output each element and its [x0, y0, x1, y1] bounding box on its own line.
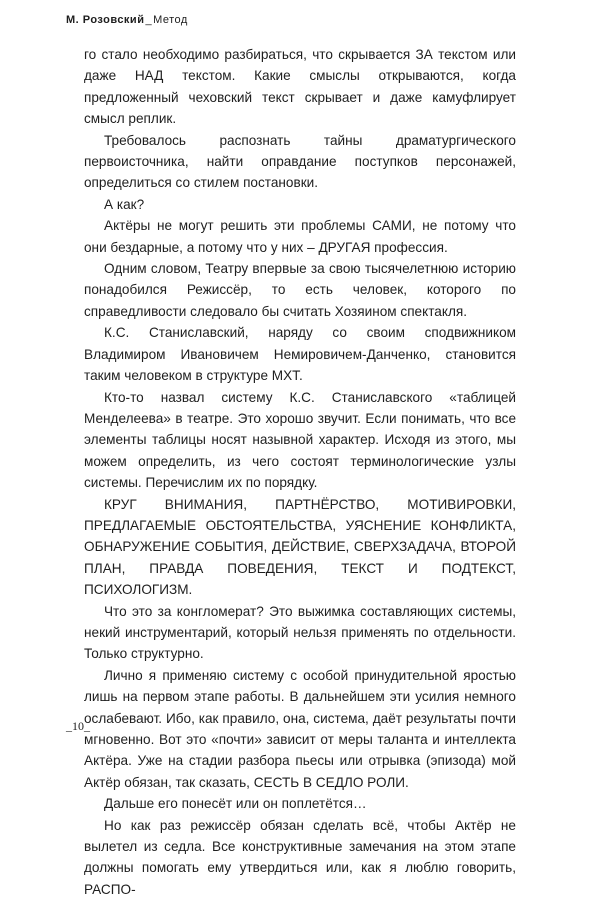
paragraph: Требовалось распознать тайны драматургического первоисточника, найти оправдание поступков персонажей, определиться со стилем постановки.: [84, 132, 516, 191]
paragraph: Кто-то назвал систему К.С. Станиславского «таблицей Менделеева» в театре. Это хорошо звучит. Если понимать, что все элементы таблицы носят назывной характер. Исходя из этого, мы можем определить, из чего состоят терминологические узлы системы. Перечислим их по порядку.: [84, 389, 516, 491]
paragraph: Дальше его понесёт или он поплетётся…: [104, 796, 367, 812]
paragraph-terms-list: КРУГ ВНИМАНИЯ, ПАРТНЁРСТВО, МОТИВИРОВКИ, ПРЕДЛАГАЕМЫЕ ОБСТОЯТЕЛЬСТВА, УЯСНЕНИЕ КОНФЛИКТА, ОБНАРУЖЕНИЕ СОБЫТИЯ, ДЕЙСТВИЕ, СВЕРХЗАДАЧА, ВТОРОЙ ПЛАН, ПРАВДА ПОВЕДЕНИЯ, ТЕКСТ И ПОДТЕКСТ, ПСИХОЛОГИЗМ.: [84, 496, 516, 598]
page-body: [84, 44, 516, 900]
header-title: Метод: [153, 14, 188, 26]
paragraph: А как?: [104, 196, 145, 212]
page-number: _10_: [66, 719, 90, 733]
paragraph: Лично я применяю систему с особой принудительной яростью лишь на первом этапе работы. В дальнейшем эти усилия немного ослабевают. Ибо, как правило, она, система, даёт результаты почти мгновенно. Вот это «почти» зависит от меры таланта и интеллекта Актёра. Уже на стадии разбора пьесы или отрывка (эпизода) мой Актёр обязан, так сказать, СЕСТЬ В СЕДЛО РОЛИ.: [84, 667, 516, 790]
paragraph-continuation: го стало необходимо разбираться, что скрывается ЗА текстом или даже НАД текстом. Какие смыслы открываются, когда предложенный чеховский текст скрывает и даже камуфлирует смысл реплик.: [84, 47, 516, 127]
paragraph: К.С. Станиславский, наряду со своим сподвижником Владимиром Ивановичем Немировичем-Данченко, становится таким человеком в структуре МХТ.: [84, 325, 516, 384]
header-separator: _: [145, 14, 153, 26]
paragraph: Что это за конгломерат? Это выжимка составляющих системы, некий инструментарий, который нельзя применять по отдельности. Только структурно.: [84, 603, 516, 662]
running-header: [66, 14, 188, 26]
paragraph: Одним словом, Театру впервые за свою тысячелетнюю историю понадобился Режиссёр, то есть человек, которого по справедливости следовало бы считать Хозяином спектакля.: [84, 261, 516, 319]
header-author: М. Розовский: [66, 14, 145, 26]
paragraph: Актёры не могут решить эти проблемы САМИ, не потому что они бездарные, а потому что у них – ДРУГАЯ профессия.: [84, 218, 516, 255]
paragraph: Но как раз режиссёр обязан сделать всё, чтобы Актёр не вылетел из седла. Все конструктивные замечания на этом этапе должны помогать ему утвердиться или, как я люблю говорить, РАСПО-: [84, 817, 516, 897]
